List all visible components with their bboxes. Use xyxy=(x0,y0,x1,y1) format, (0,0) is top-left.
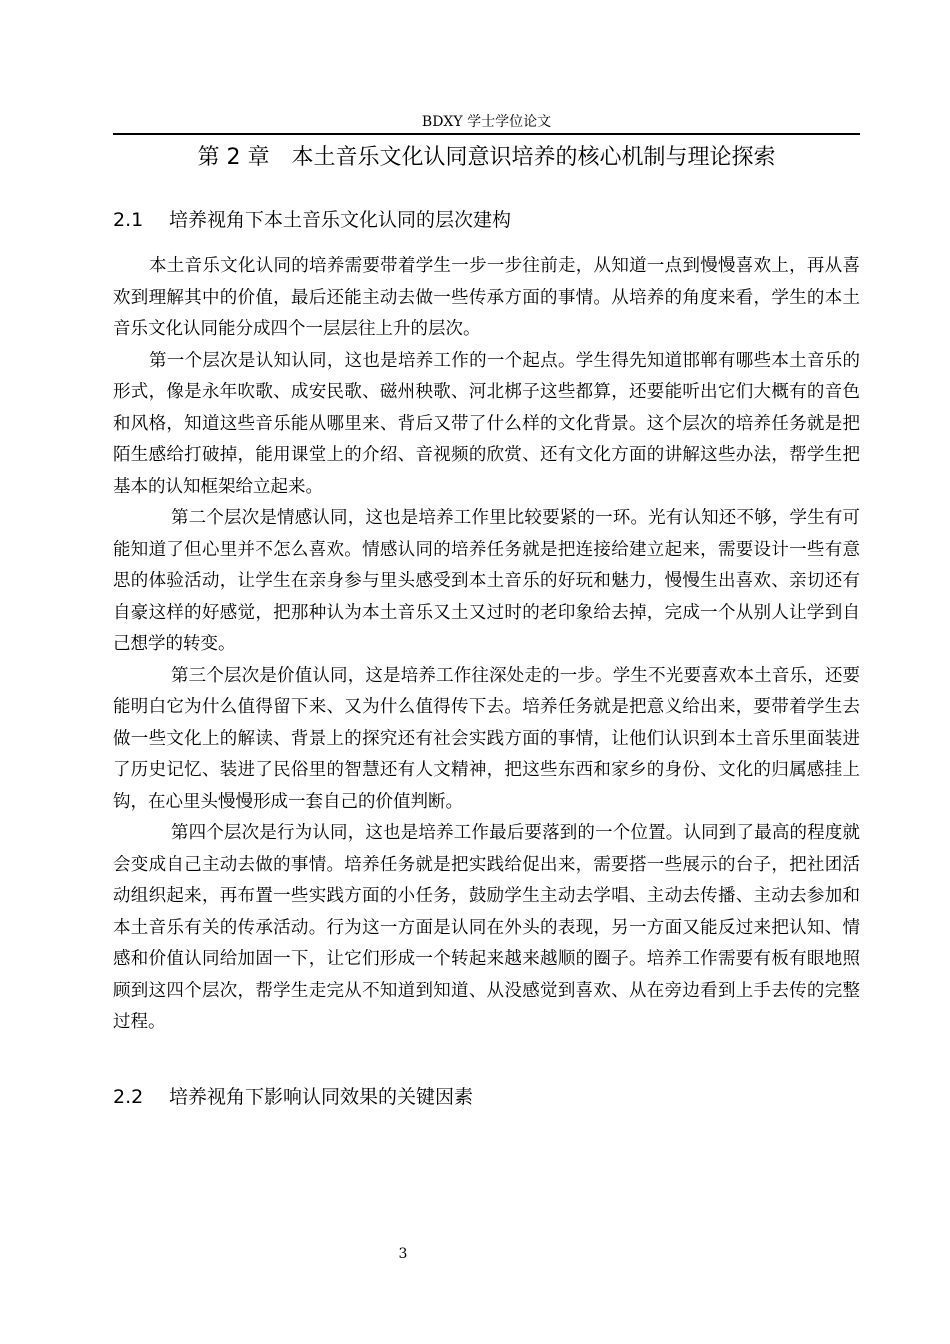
running-header: BDXY 学士学位论文 xyxy=(421,114,552,130)
body-text xyxy=(113,251,860,1039)
paragraph: 第四个层次是行为认同，这也是培养工作最后要落到的一个位置。认同到了最高的程度就会变成自己主动去做的事情。培养任务就是把实践给促出来，需要搭一些展示的台子，把社团活动组织起来，再布置一些实践方面的小任务，鼓励学生主动去学唱、主动去传播、主动去参加和本土音乐有关的传承活动。行为这一方面是认同在外头的表现，另一方面又能反过来把认知、情感和价值认同给加固一下，让它们形成一个转起来越来越顺的圈子。培养工作需要有板有眼地照顾到这四个层次，帮学生走完从不知道到知道、从没感觉到喜欢、从在旁边看到上手去传的完整过程。 xyxy=(113,823,860,1032)
paragraph: 第二个层次是情感认同，这也是培养工作里比较要紧的一环。光有认知还不够，学生有可能知道了但心里并不怎么喜欢。情感认同的培养任务就是把连接给建立起来，需要设计一些有意思的体验活动，让学生在亲身参与里头感受到本土音乐的好玩和魅力，慢慢生出喜欢、亲切还有自豪这样的好感觉，把那种认为本土音乐又土又过时的老印象给去掉，完成一个从别人让学到自己想学的转变。 xyxy=(113,508,860,654)
section-title: 培养视角下影响认同效果的关键因素 xyxy=(169,1086,474,1108)
chapter-title: 第 2 章 本土音乐文化认同意识培养的核心机制与理论探索 xyxy=(197,145,776,170)
section-title: 培养视角下本土音乐文化认同的层次建构 xyxy=(169,209,512,231)
paragraph: 第一个层次是认知认同，这也是培养工作的一个起点。学生得先知道邯郸有哪些本土音乐的形式，像是永年吹歌、成安民歌、磁州秧歌、河北梆子这些都算，还要能听出它们大概有的音色和风格，知道这些音乐能从哪里来、背后又带了什么样的文化背景。这个层次的培养任务就是把陌生感给打破掉，能用课堂上的介绍、音视频的欣赏、还有文化方面的讲解这些办法，帮学生把基本的认知框架给立起来。 xyxy=(113,350,860,497)
section-heading-2-1 xyxy=(113,204,511,236)
header-rule xyxy=(113,133,860,135)
page-number: 3 xyxy=(398,1246,408,1262)
paragraph: 第三个层次是价值认同，这是培养工作往深处走的一步。学生不光要喜欢本土音乐，还要能明白它为什么值得留下来、又为什么值得传下去。培养任务就是把意义给出来，要带着学生去做一些文化上的解读、背景上的探究还有社会实践方面的事情，让他们认识到本土音乐里面装进了历史记忆、装进了民俗里的智慧还有人文精神，把这些东西和家乡的身份、文化的归属感挂上钩，在心里头慢慢形成一套自己的价值判断。 xyxy=(113,665,860,812)
paragraph: 本土音乐文化认同的培养需要带着学生一步一步往前走，从知道一点到慢慢喜欢上，再从喜欢到理解其中的价值，最后还能主动去做一些传承方面的事情。从培养的角度来看，学生的本土音乐文化认同能分成四个一层层往上升的层次。 xyxy=(113,256,860,339)
section-heading-2-2 xyxy=(113,1081,473,1113)
section-number: 2.1 xyxy=(113,209,144,231)
section-number: 2.2 xyxy=(113,1086,144,1108)
